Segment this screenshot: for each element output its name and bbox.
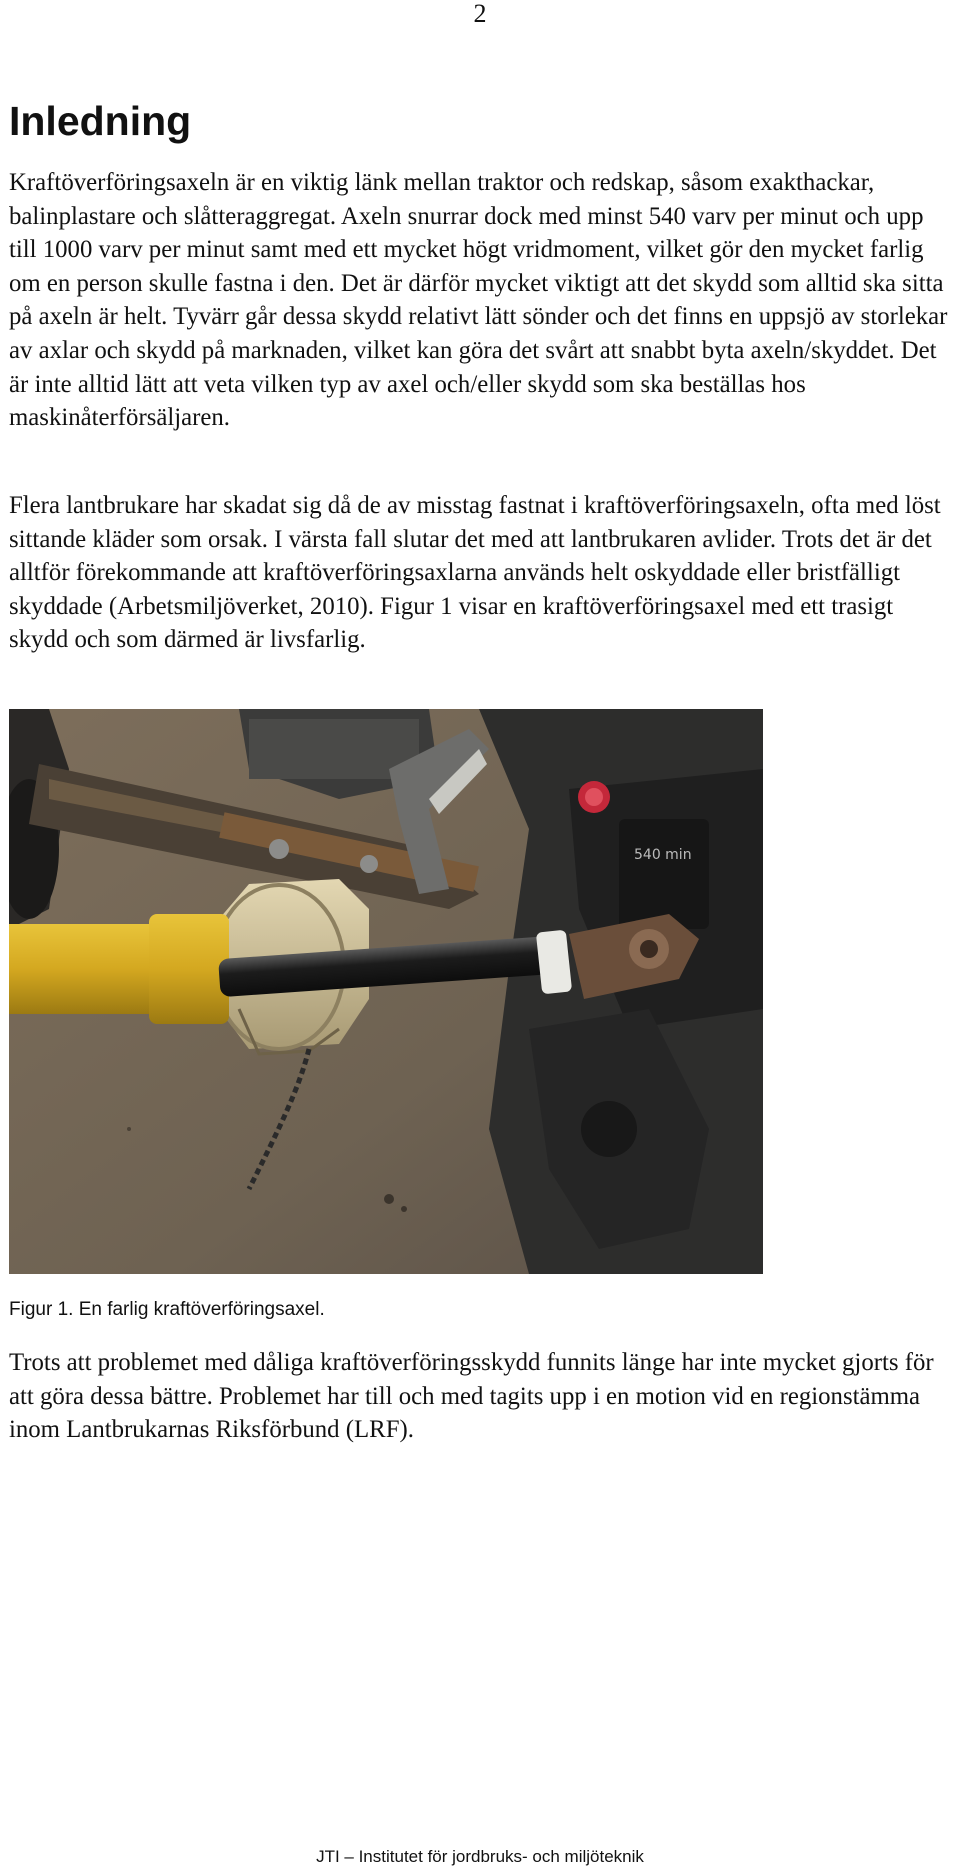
paragraph-intro: Kraftöverföringsaxeln är en viktig länk mellan traktor och redskap, såsom exakthackar, balinplastare och slåtteraggregat. Axeln snurrar dock med minst 540 varv per minut och upp till 1000 varv per minut samt med ett mycket högt vridmoment, vilket gör den mycket farlig om en person skulle fastna i den. Det är därför mycket viktigt att det skydd som alltid ska sitta på axeln är helt. Tyvärr går dessa skydd relativt lätt sönder och det finns en uppsjö av storlekar av axlar och skydd på marknaden, vilket kan göra det svårt att snabbt byta axeln/skyddet. Det är inte alltid lätt att veta vilken typ av axel och/eller skydd som ska beställas hos maskinåterförsäljaren. [9, 169, 948, 432]
figure-caption: Figur 1. En farlig kraftöverföringsaxel. [9, 1299, 325, 1320]
section-heading: Inledning [9, 98, 192, 144]
paragraph-problem: Trots att problemet med dåliga kraftöverföringsskydd funnits länge har inte mycket gjorts för att göra dessa bättre. Problemet har till och med tagits upp i en motion vid en regionstämma inom Lantbrukarnas Riksförbund (LRF). [9, 1349, 934, 1444]
page-footer: JTI – Institutet för jordbruks- och miljöteknik [316, 1847, 644, 1866]
page-number: 2 [473, 0, 487, 28]
figure-photo-pto-shaft [9, 709, 763, 1274]
photo-label-540: 540 min [634, 847, 692, 863]
paragraph-injuries: Flera lantbrukare har skadat sig då de av misstag fastnat i kraftöverföringsaxeln, ofta med löst sittande kläder som orsak. I värsta fall slutar det med att lantbrukaren avlider. Trots det är det alltför förekommande att kraftöverföringsaxlarna används helt oskyddade eller bristfälligt skyddade (Arbetsmiljöverket, 2010). Figur 1 visar en kraftöverföringsaxel med ett trasigt skydd och som därmed är livsfarlig. [9, 492, 941, 654]
